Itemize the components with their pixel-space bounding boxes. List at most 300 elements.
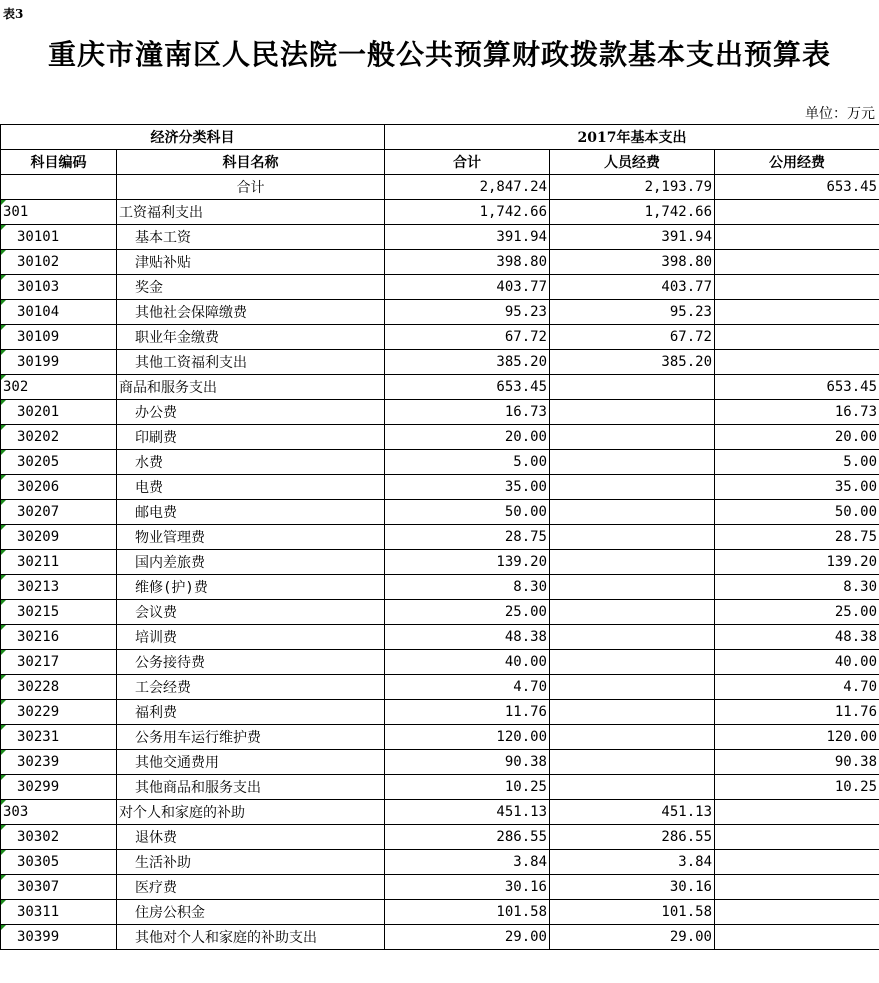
total-cell bbox=[385, 525, 550, 550]
total-text: 5.00 bbox=[513, 454, 547, 470]
subject-code-cell bbox=[1, 375, 117, 400]
subject-name-cell bbox=[117, 625, 385, 650]
subject-code-cell bbox=[1, 250, 117, 275]
total-cell bbox=[385, 925, 550, 950]
subject-code-text: 30239 bbox=[17, 754, 60, 770]
personnel-expense-text: 403.77 bbox=[661, 279, 712, 295]
subject-name-text: 公务用车运行维护费 bbox=[135, 730, 261, 746]
total-text: 3.84 bbox=[513, 854, 547, 870]
subject-name-text: 商品和服务支出 bbox=[119, 380, 217, 396]
table-row bbox=[1, 275, 879, 300]
subject-code-text: 30209 bbox=[17, 529, 60, 545]
subject-code-cell bbox=[1, 525, 117, 550]
subject-code-cell bbox=[1, 700, 117, 725]
personnel-expense-cell bbox=[550, 350, 715, 375]
public-expense-text: 8.30 bbox=[843, 579, 878, 595]
subject-name-cell bbox=[117, 850, 385, 875]
subject-name-text: 基本工资 bbox=[135, 230, 191, 246]
subject-name-text: 其他商品和服务支出 bbox=[135, 780, 261, 796]
total-cell bbox=[385, 175, 550, 200]
text-format-marker-icon bbox=[1, 800, 6, 805]
total-text: 2,847.24 bbox=[479, 179, 547, 195]
total-text: 50.00 bbox=[504, 504, 547, 520]
text-format-marker-icon bbox=[1, 250, 6, 255]
personnel-expense-cell bbox=[550, 450, 715, 475]
subject-name-text: 工会经费 bbox=[135, 680, 191, 696]
table-row bbox=[1, 600, 879, 625]
subject-code-cell bbox=[1, 675, 117, 700]
subject-name-cell bbox=[117, 725, 385, 750]
total-text: 398.80 bbox=[496, 254, 547, 270]
subject-name-text: 其他工资福利支出 bbox=[135, 355, 247, 371]
subject-code-text: 30104 bbox=[17, 304, 60, 320]
subject-name-cell bbox=[117, 900, 385, 925]
personnel-expense-cell bbox=[550, 925, 715, 950]
table-row bbox=[1, 250, 879, 275]
public-expense-cell bbox=[715, 675, 879, 700]
total-cell bbox=[385, 475, 550, 500]
public-expense-cell bbox=[715, 600, 879, 625]
total-text: 101.58 bbox=[496, 904, 547, 920]
personnel-expense-cell bbox=[550, 375, 715, 400]
text-format-marker-icon bbox=[1, 825, 6, 830]
subject-code-cell bbox=[1, 275, 117, 300]
subject-code-cell bbox=[1, 325, 117, 350]
public-expense-cell bbox=[715, 900, 879, 925]
subject-code-cell bbox=[1, 600, 117, 625]
personnel-expense-text: 286.55 bbox=[661, 829, 712, 845]
subject-name-cell bbox=[117, 500, 385, 525]
public-expense-cell bbox=[715, 250, 879, 275]
subject-name-cell bbox=[117, 475, 385, 500]
table-row bbox=[1, 700, 879, 725]
subject-name-text: 国内差旅费 bbox=[135, 555, 205, 571]
subject-code-text: 30202 bbox=[17, 429, 60, 445]
subject-name-cell bbox=[117, 375, 385, 400]
subject-code-cell bbox=[1, 925, 117, 950]
total-text: 11.76 bbox=[504, 704, 547, 720]
text-format-marker-icon bbox=[1, 850, 6, 855]
total-text: 403.77 bbox=[496, 279, 547, 295]
table-row bbox=[1, 725, 879, 750]
public-expense-cell bbox=[715, 375, 879, 400]
text-format-marker-icon bbox=[1, 225, 6, 230]
subject-code-cell bbox=[1, 725, 117, 750]
subject-name-text: 生活补助 bbox=[135, 855, 191, 871]
subject-name-text: 住房公积金 bbox=[135, 905, 205, 921]
public-expense-cell bbox=[715, 550, 879, 575]
subject-code-text: 30216 bbox=[17, 629, 60, 645]
total-cell bbox=[385, 300, 550, 325]
public-expense-cell bbox=[715, 300, 879, 325]
subject-name-cell bbox=[117, 250, 385, 275]
subject-code-text: 30228 bbox=[17, 679, 60, 695]
table-row bbox=[1, 850, 879, 875]
total-cell bbox=[385, 275, 550, 300]
budget-table-body bbox=[1, 125, 879, 950]
subject-name-text: 对个人和家庭的补助 bbox=[119, 805, 245, 821]
subject-code-text: 30299 bbox=[17, 779, 60, 795]
table-number: 表3 bbox=[3, 7, 24, 21]
public-expense-cell bbox=[715, 225, 879, 250]
public-expense-text: 653.45 bbox=[826, 179, 878, 195]
total-cell bbox=[385, 325, 550, 350]
subject-name-cell bbox=[117, 200, 385, 225]
subject-name-cell bbox=[117, 650, 385, 675]
subject-name-cell bbox=[117, 825, 385, 850]
total-cell bbox=[385, 550, 550, 575]
text-format-marker-icon bbox=[1, 600, 6, 605]
total-text: 8.30 bbox=[513, 579, 547, 595]
subject-code-cell bbox=[1, 200, 117, 225]
public-expense-cell bbox=[715, 800, 879, 825]
subject-name-text: 邮电费 bbox=[135, 505, 177, 521]
table-row bbox=[1, 225, 879, 250]
table-row bbox=[1, 750, 879, 775]
personnel-expense-text: 451.13 bbox=[661, 804, 712, 820]
total-cell bbox=[385, 725, 550, 750]
public-expense-text: 4.70 bbox=[843, 679, 878, 695]
total-text: 35.00 bbox=[504, 479, 547, 495]
table-row bbox=[1, 375, 879, 400]
subject-name-cell bbox=[117, 775, 385, 800]
text-format-marker-icon bbox=[1, 275, 6, 280]
table-row bbox=[1, 775, 879, 800]
public-expense-text: 139.20 bbox=[826, 554, 878, 570]
subject-name-cell bbox=[117, 325, 385, 350]
public-expense-cell bbox=[715, 350, 879, 375]
public-expense-cell bbox=[715, 875, 879, 900]
public-expense-cell bbox=[715, 500, 879, 525]
text-format-marker-icon bbox=[1, 525, 6, 530]
public-expense-cell bbox=[715, 450, 879, 475]
public-expense-text: 5.00 bbox=[843, 454, 878, 470]
total-text: 16.73 bbox=[504, 404, 547, 420]
public-expense-cell bbox=[715, 200, 879, 225]
subject-name-text: 物业管理费 bbox=[135, 530, 205, 546]
text-format-marker-icon bbox=[1, 325, 6, 330]
subject-name-text: 培训费 bbox=[135, 630, 177, 646]
personnel-expense-text: 391.94 bbox=[661, 229, 712, 245]
personnel-expense-cell bbox=[550, 750, 715, 775]
subject-code-cell bbox=[1, 650, 117, 675]
table-row bbox=[1, 875, 879, 900]
subject-code-cell bbox=[1, 900, 117, 925]
personnel-expense-text: 398.80 bbox=[661, 254, 712, 270]
subject-code-cell bbox=[1, 850, 117, 875]
total-cell bbox=[385, 450, 550, 475]
subject-name-text: 其他社会保障缴费 bbox=[135, 305, 247, 321]
text-format-marker-icon bbox=[1, 575, 6, 580]
subject-code-text: 30201 bbox=[17, 404, 60, 420]
personnel-expense-text: 3.84 bbox=[678, 854, 712, 870]
personnel-expense-text: 30.16 bbox=[669, 879, 712, 895]
subject-name-text: 退休费 bbox=[135, 830, 177, 846]
text-format-marker-icon bbox=[1, 550, 6, 555]
personnel-expense-cell bbox=[550, 725, 715, 750]
table-row bbox=[1, 575, 879, 600]
public-expense-cell bbox=[715, 825, 879, 850]
text-format-marker-icon bbox=[1, 700, 6, 705]
header-subject-code: 科目编码 bbox=[1, 150, 117, 175]
subject-code-cell bbox=[1, 475, 117, 500]
subject-code-cell bbox=[1, 425, 117, 450]
subject-name-cell bbox=[117, 300, 385, 325]
subject-code-cell bbox=[1, 500, 117, 525]
text-format-marker-icon bbox=[1, 350, 6, 355]
subject-name-cell bbox=[117, 350, 385, 375]
table-row bbox=[1, 800, 879, 825]
subject-code-cell bbox=[1, 450, 117, 475]
text-format-marker-icon bbox=[1, 925, 6, 930]
subject-code-cell bbox=[1, 800, 117, 825]
table-row bbox=[1, 525, 879, 550]
public-expense-cell bbox=[715, 650, 879, 675]
text-format-marker-icon bbox=[1, 425, 6, 430]
public-expense-text: 35.00 bbox=[834, 479, 878, 495]
total-text: 286.55 bbox=[496, 829, 547, 845]
table-row bbox=[1, 825, 879, 850]
subject-code-text: 30211 bbox=[17, 554, 60, 570]
personnel-expense-cell bbox=[550, 300, 715, 325]
total-cell bbox=[385, 675, 550, 700]
subject-code-text: 30207 bbox=[17, 504, 60, 520]
subject-name-cell bbox=[117, 525, 385, 550]
personnel-expense-text: 67.72 bbox=[669, 329, 712, 345]
public-expense-cell bbox=[715, 700, 879, 725]
subject-name-cell bbox=[117, 175, 385, 200]
total-cell bbox=[385, 575, 550, 600]
public-expense-text: 40.00 bbox=[834, 654, 878, 670]
personnel-expense-cell bbox=[550, 525, 715, 550]
public-expense-cell bbox=[715, 475, 879, 500]
subject-code-text: 302 bbox=[3, 379, 29, 395]
header-total: 合计 bbox=[385, 150, 550, 175]
subject-name-text: 津贴补贴 bbox=[135, 255, 191, 271]
page-title: 重庆市潼南区人民法院一般公共预算财政拨款基本支出预算表 bbox=[47, 38, 831, 71]
total-cell bbox=[385, 200, 550, 225]
personnel-expense-cell bbox=[550, 700, 715, 725]
personnel-expense-text: 29.00 bbox=[669, 929, 712, 945]
subject-name-text: 福利费 bbox=[135, 705, 177, 721]
subject-name-cell bbox=[117, 450, 385, 475]
public-expense-cell bbox=[715, 325, 879, 350]
personnel-expense-text: 1,742.66 bbox=[644, 204, 712, 220]
subject-name-cell bbox=[117, 550, 385, 575]
total-text: 48.38 bbox=[504, 629, 547, 645]
total-text: 90.38 bbox=[504, 754, 547, 770]
subject-name-cell bbox=[117, 575, 385, 600]
personnel-expense-cell bbox=[550, 825, 715, 850]
header-personnel-expense: 人员经费 bbox=[550, 150, 715, 175]
text-format-marker-icon bbox=[1, 775, 6, 780]
total-cell bbox=[385, 350, 550, 375]
text-format-marker-icon bbox=[1, 200, 6, 205]
personnel-expense-cell bbox=[550, 550, 715, 575]
budget-table bbox=[0, 124, 879, 950]
public-expense-cell bbox=[715, 575, 879, 600]
text-format-marker-icon bbox=[1, 400, 6, 405]
total-text: 1,742.66 bbox=[479, 204, 547, 220]
text-format-marker-icon bbox=[1, 500, 6, 505]
personnel-expense-text: 95.23 bbox=[669, 304, 712, 320]
public-expense-text: 10.25 bbox=[834, 779, 878, 795]
public-expense-text: 90.38 bbox=[834, 754, 878, 770]
subject-name-cell bbox=[117, 600, 385, 625]
text-format-marker-icon bbox=[1, 725, 6, 730]
personnel-expense-cell bbox=[550, 275, 715, 300]
subject-name-cell bbox=[117, 800, 385, 825]
public-expense-cell bbox=[715, 525, 879, 550]
subject-code-cell bbox=[1, 775, 117, 800]
table-row bbox=[1, 900, 879, 925]
table-row bbox=[1, 325, 879, 350]
table-row bbox=[1, 925, 879, 950]
subject-code-cell bbox=[1, 625, 117, 650]
subject-name-text: 印刷费 bbox=[135, 430, 177, 446]
subject-name-text: 合计 bbox=[236, 180, 265, 196]
total-cell bbox=[385, 700, 550, 725]
subject-code-cell bbox=[1, 225, 117, 250]
public-expense-text: 50.00 bbox=[834, 504, 878, 520]
subject-code-text: 301 bbox=[3, 204, 29, 220]
personnel-expense-cell bbox=[550, 875, 715, 900]
text-format-marker-icon bbox=[1, 450, 6, 455]
public-expense-text: 653.45 bbox=[826, 379, 878, 395]
table-row bbox=[1, 650, 879, 675]
total-text: 4.70 bbox=[513, 679, 547, 695]
table-row bbox=[1, 425, 879, 450]
subject-code-text: 30231 bbox=[17, 729, 60, 745]
subject-code-text: 30213 bbox=[17, 579, 60, 595]
table-row bbox=[1, 300, 879, 325]
personnel-expense-cell bbox=[550, 250, 715, 275]
subject-code-cell bbox=[1, 875, 117, 900]
total-cell bbox=[385, 800, 550, 825]
subject-code-cell bbox=[1, 175, 117, 200]
total-text: 391.94 bbox=[496, 229, 547, 245]
personnel-expense-cell bbox=[550, 600, 715, 625]
subject-code-text: 30311 bbox=[17, 904, 60, 920]
subject-code-text: 30199 bbox=[17, 354, 60, 370]
header-group-row bbox=[1, 125, 879, 150]
public-expense-text: 48.38 bbox=[834, 629, 878, 645]
total-text: 653.45 bbox=[496, 379, 547, 395]
header-economic-classification: 经济分类科目 bbox=[1, 125, 385, 150]
subject-code-cell bbox=[1, 350, 117, 375]
subject-code-cell bbox=[1, 750, 117, 775]
subject-code-cell bbox=[1, 825, 117, 850]
public-expense-text: 28.75 bbox=[834, 529, 878, 545]
personnel-expense-cell bbox=[550, 175, 715, 200]
text-format-marker-icon bbox=[1, 650, 6, 655]
personnel-expense-cell bbox=[550, 675, 715, 700]
text-format-marker-icon bbox=[1, 675, 6, 680]
subject-code-text: 30399 bbox=[17, 929, 60, 945]
total-cell bbox=[385, 825, 550, 850]
public-expense-text: 16.73 bbox=[834, 404, 878, 420]
subject-code-text: 30215 bbox=[17, 604, 60, 620]
personnel-expense-cell bbox=[550, 900, 715, 925]
public-expense-cell bbox=[715, 425, 879, 450]
table-row bbox=[1, 450, 879, 475]
subject-name-cell bbox=[117, 750, 385, 775]
subject-name-cell bbox=[117, 225, 385, 250]
subject-name-text: 奖金 bbox=[135, 280, 163, 296]
total-cell bbox=[385, 650, 550, 675]
subject-name-cell bbox=[117, 925, 385, 950]
subject-code-text: 30229 bbox=[17, 704, 60, 720]
personnel-expense-cell bbox=[550, 475, 715, 500]
total-cell bbox=[385, 225, 550, 250]
personnel-expense-cell bbox=[550, 575, 715, 600]
total-cell bbox=[385, 425, 550, 450]
total-cell bbox=[385, 850, 550, 875]
subject-name-text: 会议费 bbox=[135, 605, 177, 621]
header-subject-name: 科目名称 bbox=[117, 150, 385, 175]
header-basic-expenditure-2017: 2017年基本支出 bbox=[385, 125, 879, 150]
total-cell bbox=[385, 400, 550, 425]
subject-code-cell bbox=[1, 575, 117, 600]
subject-code-text: 30302 bbox=[17, 829, 60, 845]
subject-name-text: 电费 bbox=[135, 480, 163, 496]
subject-code-cell bbox=[1, 400, 117, 425]
public-expense-text: 120.00 bbox=[826, 729, 878, 745]
subject-code-text: 30305 bbox=[17, 854, 60, 870]
total-cell bbox=[385, 375, 550, 400]
public-expense-cell bbox=[715, 725, 879, 750]
text-format-marker-icon bbox=[1, 900, 6, 905]
table-row bbox=[1, 350, 879, 375]
table-row bbox=[1, 550, 879, 575]
total-text: 120.00 bbox=[496, 729, 547, 745]
total-text: 40.00 bbox=[504, 654, 547, 670]
personnel-expense-cell bbox=[550, 325, 715, 350]
public-expense-cell bbox=[715, 775, 879, 800]
subject-name-text: 职业年金缴费 bbox=[135, 330, 219, 346]
personnel-expense-text: 2,193.79 bbox=[644, 179, 712, 195]
public-expense-cell bbox=[715, 175, 879, 200]
text-format-marker-icon bbox=[1, 625, 6, 630]
total-cell bbox=[385, 775, 550, 800]
public-expense-text: 11.76 bbox=[834, 704, 878, 720]
total-cell bbox=[385, 750, 550, 775]
total-text: 67.72 bbox=[504, 329, 547, 345]
subject-code-text: 30101 bbox=[17, 229, 60, 245]
subject-code-text: 30217 bbox=[17, 654, 60, 670]
subject-code-text: 30103 bbox=[17, 279, 60, 295]
unit-label: 单位：万元 bbox=[805, 106, 875, 122]
subject-code-text: 30307 bbox=[17, 879, 60, 895]
header-public-expense: 公用经费 bbox=[715, 150, 879, 175]
personnel-expense-cell bbox=[550, 400, 715, 425]
text-format-marker-icon bbox=[1, 875, 6, 880]
total-cell bbox=[385, 500, 550, 525]
personnel-expense-cell bbox=[550, 500, 715, 525]
personnel-expense-cell bbox=[550, 625, 715, 650]
personnel-expense-cell bbox=[550, 775, 715, 800]
total-cell bbox=[385, 875, 550, 900]
subject-name-cell bbox=[117, 875, 385, 900]
subject-name-cell bbox=[117, 700, 385, 725]
subject-name-text: 公务接待费 bbox=[135, 655, 205, 671]
personnel-expense-cell bbox=[550, 225, 715, 250]
subject-code-cell bbox=[1, 300, 117, 325]
subject-code-text: 303 bbox=[3, 804, 29, 820]
subject-name-cell bbox=[117, 275, 385, 300]
subject-code-text: 30206 bbox=[17, 479, 60, 495]
public-expense-cell bbox=[715, 850, 879, 875]
